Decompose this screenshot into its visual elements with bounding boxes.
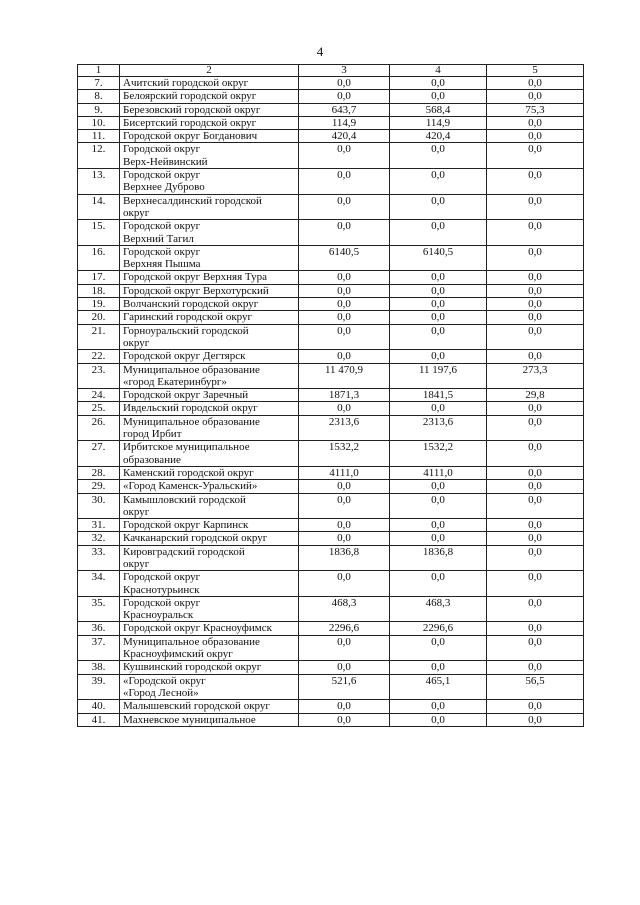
value-col-4: 114,9 [390,116,487,129]
row-number: 15. [78,220,120,246]
row-number: 27. [78,441,120,467]
row-number: 31. [78,519,120,532]
value-col-4: 0,0 [390,571,487,597]
row-number: 11. [78,130,120,143]
municipality-name-line: Городской округ Заречный [123,389,249,402]
table-row [78,143,584,169]
table-row [78,245,584,271]
value-col-5: 0,0 [487,661,584,674]
value-col-4: 468,3 [390,596,487,622]
value-col-5: 0,0 [487,220,584,246]
municipality-name-line: Муниципальное образование [123,363,260,376]
municipality-name-line: Ирбитское муниципальное [123,441,250,454]
municipality-name [120,441,299,467]
municipality-name [120,635,299,661]
municipality-name-line: Красноуфимский округ [123,648,233,661]
row-number: 26. [78,415,120,441]
municipality-name [120,402,299,415]
municipality-name [120,245,299,271]
value-col-3: 4111,0 [299,466,390,479]
municipality-name [120,700,299,713]
table-row [78,324,584,350]
value-col-5: 0,0 [487,700,584,713]
table-row [78,363,584,389]
table-row [78,441,584,467]
value-col-3: 0,0 [299,350,390,363]
value-col-5: 0,0 [487,466,584,479]
municipality-name [120,545,299,571]
value-col-4: 0,0 [390,661,487,674]
value-col-4: 0,0 [390,532,487,545]
value-col-5: 0,0 [487,493,584,519]
value-col-3: 1836,8 [299,545,390,571]
row-number: 39. [78,674,120,700]
municipality-name-line: округ [123,206,150,219]
municipality-name-line: Городской округ Верхняя Тура [123,271,267,284]
municipality-name-line: Верхний Тагил [123,232,194,245]
value-col-4: 6140,5 [390,245,487,271]
value-col-4: 0,0 [390,402,487,415]
value-col-5: 0,0 [487,130,584,143]
value-col-3: 0,0 [299,713,390,726]
table-row [78,596,584,622]
municipality-name-line: Горноуральский городской [123,324,249,337]
value-col-3: 468,3 [299,596,390,622]
municipality-name-line: Городской округ [123,245,201,258]
municipality-name-line: Муниципальное образование [123,415,260,428]
table-row [78,480,584,493]
table-row [78,103,584,116]
value-col-4: 2313,6 [390,415,487,441]
table-row [78,402,584,415]
row-number: 8. [78,90,120,103]
value-col-3: 2296,6 [299,622,390,635]
value-col-5: 0,0 [487,596,584,622]
value-col-3: 11 470,9 [299,363,390,389]
municipality-name [120,169,299,195]
value-col-3: 1532,2 [299,441,390,467]
municipality-name-line: округ [123,505,150,518]
value-col-5: 0,0 [487,480,584,493]
row-number: 18. [78,284,120,297]
row-number: 35. [78,596,120,622]
municipality-name-line: Красноуральск [123,609,194,622]
municipality-name-line: Городской округ [123,169,201,182]
table-row [78,90,584,103]
municipality-name-line: Каменский городской округ [123,466,254,479]
municipality-name-line: Волчанский городской округ [123,298,259,311]
municipality-name-line: Гаринский городской округ [123,311,253,324]
row-number: 22. [78,350,120,363]
table-row [78,284,584,297]
table-row [78,674,584,700]
value-col-3: 114,9 [299,116,390,129]
value-col-3: 0,0 [299,493,390,519]
municipality-name [120,622,299,635]
table-header-row [78,65,584,77]
value-col-5: 0,0 [487,298,584,311]
municipality-name [120,220,299,246]
value-col-4: 0,0 [390,493,487,519]
value-col-3: 1871,3 [299,389,390,402]
table-row [78,545,584,571]
value-col-3: 0,0 [299,402,390,415]
value-col-5: 0,0 [487,169,584,195]
value-col-4: 4111,0 [390,466,487,479]
value-col-3: 6140,5 [299,245,390,271]
table-row [78,389,584,402]
value-col-3: 0,0 [299,169,390,195]
value-col-3: 0,0 [299,143,390,169]
table-row [78,116,584,129]
municipality-name-line: Городской округ Верхотурский [123,284,269,297]
table-row [78,169,584,195]
row-number: 17. [78,271,120,284]
value-col-4: 1532,2 [390,441,487,467]
value-col-5: 29,8 [487,389,584,402]
municipality-name [120,324,299,350]
value-col-4: 0,0 [390,271,487,284]
municipality-name-line: «Городской округ [123,674,206,687]
row-number: 34. [78,571,120,597]
value-col-3: 0,0 [299,532,390,545]
row-number: 28. [78,466,120,479]
value-col-4: 0,0 [390,713,487,726]
table-row [78,77,584,90]
municipality-name-line: Махневское муниципальное [123,713,256,726]
value-col-4: 0,0 [390,220,487,246]
table-row [78,635,584,661]
table-row [78,311,584,324]
header-cell-4: 4 [390,65,487,77]
page-number: 4 [316,44,324,59]
header-cell-1: 1 [78,65,120,77]
row-number: 13. [78,169,120,195]
municipality-name-line: Бисертский городской округ [123,116,257,129]
table-row [78,661,584,674]
value-col-3: 0,0 [299,324,390,350]
municipality-name [120,493,299,519]
value-col-5: 0,0 [487,571,584,597]
municipality-name-line: Верхняя Пышма [123,258,201,271]
municipality-name-line: Ачитский городской округ [123,77,249,89]
value-col-3: 0,0 [299,480,390,493]
value-col-3: 0,0 [299,635,390,661]
value-col-4: 0,0 [390,350,487,363]
municipality-name-line: Белоярский городской округ [123,90,257,103]
header-cell-3: 3 [299,65,390,77]
municipality-name-line: Городской округ [123,143,201,156]
value-col-4: 1841,5 [390,389,487,402]
value-col-5: 0,0 [487,350,584,363]
row-number: 24. [78,389,120,402]
value-col-5: 75,3 [487,103,584,116]
value-col-4: 0,0 [390,311,487,324]
value-col-3: 0,0 [299,661,390,674]
value-col-5: 0,0 [487,415,584,441]
municipality-name [120,480,299,493]
row-number: 33. [78,545,120,571]
municipality-name-line: Березовский городской округ [123,103,261,116]
value-col-5: 0,0 [487,143,584,169]
row-number: 40. [78,700,120,713]
municipality-name-line: Городской округ [123,220,201,233]
budget-table [77,64,584,727]
value-col-5: 0,0 [487,402,584,415]
value-col-5: 0,0 [487,90,584,103]
municipality-name [120,194,299,220]
value-col-4: 0,0 [390,90,487,103]
value-col-5: 0,0 [487,271,584,284]
table-row [78,571,584,597]
value-col-5: 0,0 [487,519,584,532]
value-col-3: 0,0 [299,284,390,297]
value-col-4: 1836,8 [390,545,487,571]
value-col-4: 0,0 [390,77,487,90]
table-row [78,493,584,519]
municipality-name [120,271,299,284]
municipality-name [120,103,299,116]
municipality-name-line: Краснотурьинск [123,583,200,596]
value-col-4: 0,0 [390,169,487,195]
row-number: 25. [78,402,120,415]
municipality-name-line: Кировградский городской [123,545,245,558]
row-number: 16. [78,245,120,271]
municipality-name [120,661,299,674]
row-number: 41. [78,713,120,726]
row-number: 20. [78,311,120,324]
municipality-name-line: Городской округ Красноуфимск [123,622,272,635]
value-col-5: 273,3 [487,363,584,389]
table-row [78,532,584,545]
municipality-name [120,130,299,143]
table-row [78,713,584,726]
value-col-3: 0,0 [299,519,390,532]
row-number: 19. [78,298,120,311]
header-cell-5: 5 [487,65,584,77]
value-col-3: 0,0 [299,700,390,713]
value-col-3: 0,0 [299,90,390,103]
table-row [78,415,584,441]
value-col-3: 521,6 [299,674,390,700]
table-row [78,350,584,363]
value-col-3: 0,0 [299,571,390,597]
municipality-name-line: Кушвинский городской округ [123,661,262,674]
municipality-name [120,389,299,402]
municipality-name-line: «Город Лесной» [123,686,199,699]
value-col-4: 0,0 [390,298,487,311]
value-col-4: 0,0 [390,480,487,493]
row-number: 32. [78,532,120,545]
value-col-5: 0,0 [487,284,584,297]
municipality-name-line: Качканарский городской округ [123,532,268,545]
row-number: 30. [78,493,120,519]
municipality-name [120,596,299,622]
row-number: 38. [78,661,120,674]
value-col-5: 0,0 [487,532,584,545]
municipality-name-line: Верх-Нейвинский [123,155,208,168]
value-col-3: 643,7 [299,103,390,116]
municipality-name [120,466,299,479]
municipality-name [120,143,299,169]
value-col-4: 420,4 [390,130,487,143]
row-number: 7. [78,77,120,90]
value-col-4: 0,0 [390,324,487,350]
municipality-name [120,363,299,389]
row-number: 9. [78,103,120,116]
value-col-5: 0,0 [487,622,584,635]
municipality-name-line: «Город Каменск-Уральский» [123,480,258,493]
value-col-4: 465,1 [390,674,487,700]
municipality-name [120,311,299,324]
municipality-name [120,674,299,700]
municipality-name-line: «город Екатеринбург» [123,375,227,388]
municipality-name-line: Верхнесалдинский городской [123,194,262,207]
value-col-3: 0,0 [299,220,390,246]
value-col-3: 0,0 [299,298,390,311]
municipality-name-line: Верхнее Дуброво [123,181,205,194]
header-cell-2: 2 [120,65,299,77]
value-col-5: 0,0 [487,245,584,271]
table-row [78,700,584,713]
row-number: 14. [78,194,120,220]
table-row [78,194,584,220]
municipality-name [120,415,299,441]
municipality-name [120,350,299,363]
value-col-4: 568,4 [390,103,487,116]
table-row [78,466,584,479]
value-col-5: 0,0 [487,311,584,324]
municipality-name-line: город Ирбит [123,428,182,441]
value-col-5: 0,0 [487,324,584,350]
value-col-4: 0,0 [390,519,487,532]
municipality-name-line: округ [123,557,150,570]
value-col-4: 0,0 [390,194,487,220]
value-col-5: 0,0 [487,635,584,661]
value-col-4: 2296,6 [390,622,487,635]
municipality-name-line: Городской округ Богданович [123,130,258,143]
row-number: 37. [78,635,120,661]
row-number: 12. [78,143,120,169]
municipality-name [120,298,299,311]
table-body [78,65,584,727]
municipality-name [120,571,299,597]
table-row [78,220,584,246]
value-col-5: 0,0 [487,545,584,571]
value-col-5: 0,0 [487,116,584,129]
municipality-name-line: Камышловский городской [123,493,246,506]
value-col-3: 0,0 [299,194,390,220]
value-col-5: 56,5 [487,674,584,700]
value-col-4: 0,0 [390,284,487,297]
table-row [78,271,584,284]
municipality-name [120,77,299,90]
value-col-3: 0,0 [299,311,390,324]
value-col-3: 2313,6 [299,415,390,441]
table-row [78,130,584,143]
value-col-4: 0,0 [390,143,487,169]
value-col-5: 0,0 [487,441,584,467]
row-number: 21. [78,324,120,350]
table-row [78,298,584,311]
municipality-name [120,519,299,532]
municipality-name-line: Городской округ Дегтярск [123,350,246,363]
municipality-name-line: Городской округ [123,571,201,584]
value-col-5: 0,0 [487,713,584,726]
value-col-5: 0,0 [487,77,584,90]
municipality-name-line: Городской округ [123,596,201,609]
table-row [78,519,584,532]
table-row [78,622,584,635]
value-col-4: 0,0 [390,635,487,661]
row-number: 23. [78,363,120,389]
value-col-3: 0,0 [299,77,390,90]
municipality-name-line: Муниципальное образование [123,635,260,648]
municipality-name-line: Малышевский городской округ [123,700,270,713]
value-col-3: 420,4 [299,130,390,143]
municipality-name [120,116,299,129]
municipality-name-line: округ [123,336,150,349]
municipality-name-line: Ивдельский городской округ [123,402,258,415]
municipality-name [120,90,299,103]
value-col-5: 0,0 [487,194,584,220]
municipality-name [120,532,299,545]
row-number: 36. [78,622,120,635]
value-col-3: 0,0 [299,271,390,284]
municipality-name [120,284,299,297]
municipality-name-line: образование [123,453,181,466]
municipality-name-line: Городской округ Карпинск [123,519,249,532]
value-col-4: 11 197,6 [390,363,487,389]
value-col-4: 0,0 [390,700,487,713]
row-number: 29. [78,480,120,493]
municipality-name [120,713,299,726]
row-number: 10. [78,116,120,129]
